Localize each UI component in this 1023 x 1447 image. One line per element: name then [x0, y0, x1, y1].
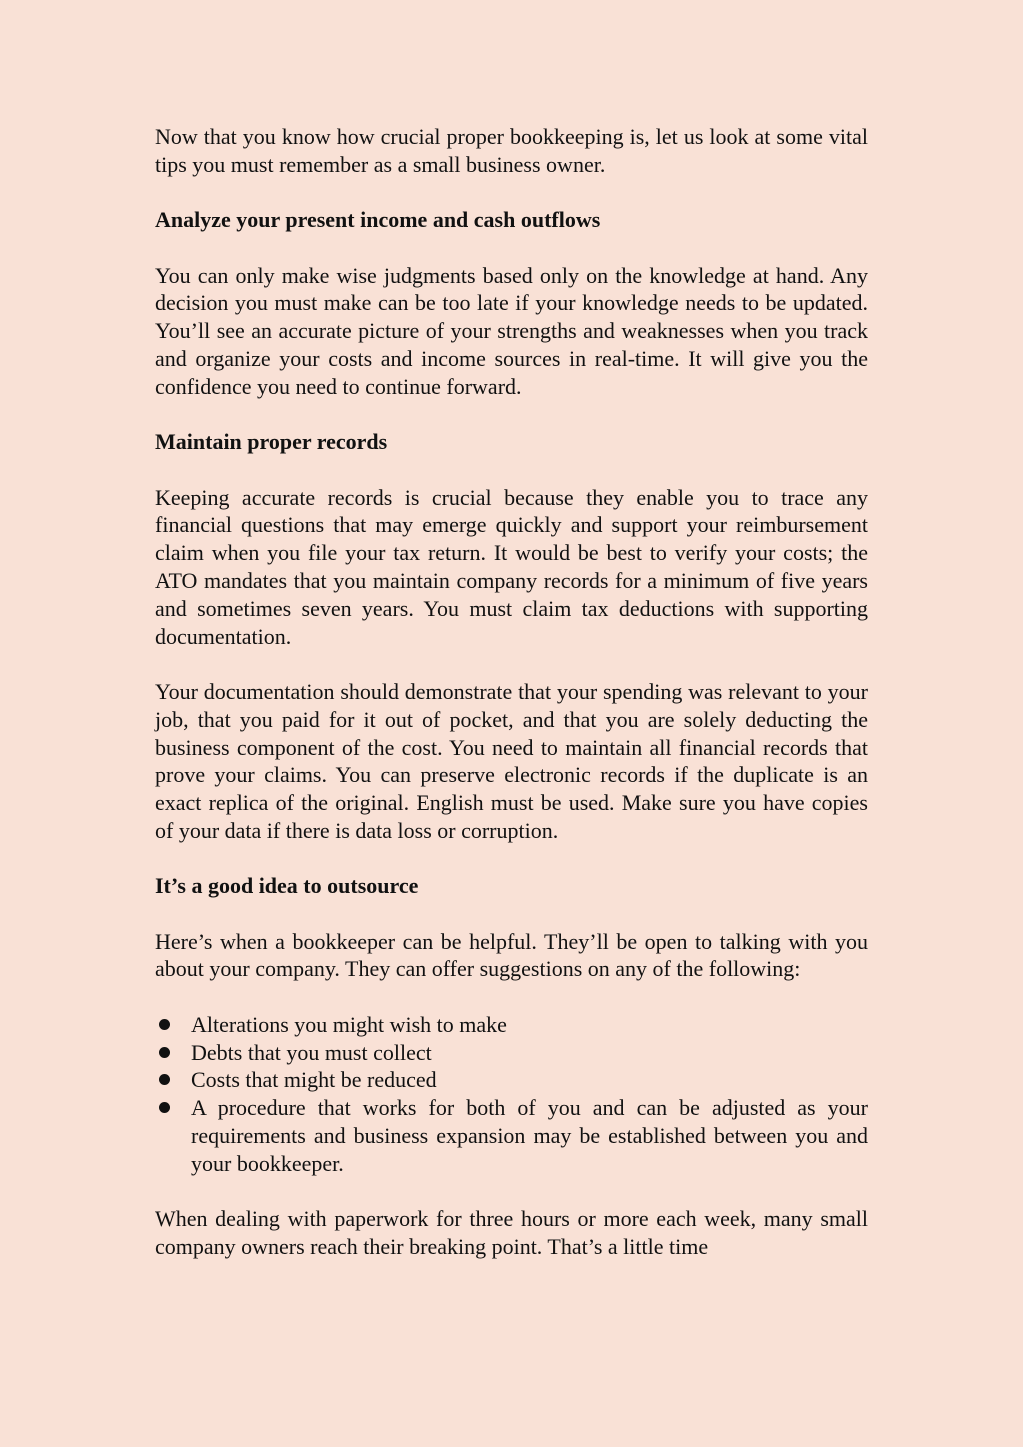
list-item [155, 1066, 868, 1094]
bullet-dot-icon [159, 1047, 170, 1058]
closing-paragraph: When dealing with paperwork for three hours or more each week, many small company owners reach their breaking point. That’s a little time [155, 1206, 868, 1260]
list-item [155, 1011, 868, 1039]
bullet-dot-icon [159, 1102, 170, 1113]
list-item-text: Alterations you might wish to make [191, 1011, 507, 1037]
income-paragraph: You can only make wise judgments based only on the knowledge at hand. Any decision you must make can be too late if your knowledge needs to be updated. You’ll see an accurate picture of your strengths and weaknesses when you track and organize your costs and income sources in real-time. It will give you the confidence you need to continue forward. [155, 262, 868, 399]
section-heading-income: Analyze your present income and cash outflows [155, 207, 601, 233]
records-paragraph-1: Keeping accurate records is crucial because they enable you to trace any financial questions that may emerge quickly and support your reimbursement claim when you file your tax return. It would be best to verify your costs; the ATO mandates that you maintain company records for a minimum of five years and sometimes seven years. You must claim tax deductions with supporting documentation. [155, 484, 868, 649]
intro-paragraph: Now that you know how crucial proper bookkeeping is, let us look at some vital tips you must remember as a small business owner. [155, 124, 868, 177]
list-item [155, 1039, 868, 1067]
section-heading-outsource: It’s a good idea to outsource [155, 873, 419, 899]
records-paragraph-2: Your documentation should demonstrate that your spending was relevant to your job, that you paid for it out of pocket, and that you are solely deducting the business component of the cost. You need to maintain all financial records that prove your claims. You can preserve electronic records if the duplicate is an exact replica of the original. English must be used. Make sure you have copies of your data if there is data loss or corruption. [155, 678, 868, 843]
list-item [155, 1094, 868, 1177]
list-item-text: Costs that might be reduced [191, 1067, 437, 1093]
suggestions-list [155, 1011, 868, 1178]
document-page [155, 123, 868, 1261]
outsource-paragraph: Here’s when a bookkeeper can be helpful. They’ll be open to talking with you about your company. They can offer suggestions on any of the following: [155, 928, 868, 982]
section-heading-records: Maintain proper records [155, 429, 388, 455]
list-item-text: A procedure that works for both of you and can be adjusted as your requirements and business expansion may be established between you and your bookkeeper. [191, 1095, 868, 1176]
list-item-text: Debts that you must collect [191, 1039, 432, 1065]
bullet-dot-icon [159, 1074, 170, 1085]
bullet-dot-icon [159, 1019, 170, 1030]
